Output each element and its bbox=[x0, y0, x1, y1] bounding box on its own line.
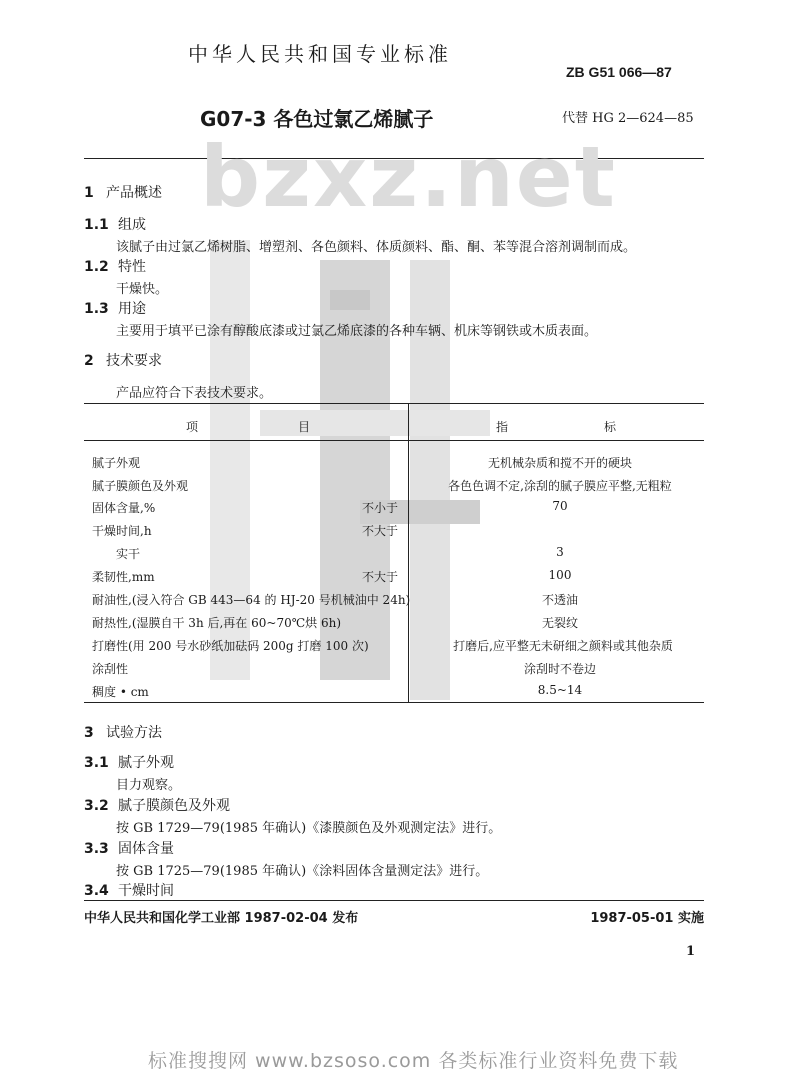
table-row-label: 固体含量,% bbox=[92, 501, 156, 515]
table-row-label: 耐油性,(浸入符合 GB 443—64 的 HJ-20 号机械油中 24h) bbox=[92, 593, 411, 607]
subsection-1-1-text: 该腻子由过氯乙烯树脂、增塑剂、各色颜料、体质颜料、酯、酮、苯等混合溶剂调制而成。 bbox=[116, 240, 637, 255]
subsection-3-4-heading: 3.4 干燥时间 bbox=[84, 883, 174, 899]
table-row-label: 腻子外观 bbox=[92, 456, 141, 470]
table-column-divider bbox=[408, 403, 409, 702]
footer-divider bbox=[84, 900, 704, 901]
table-row-value: 打磨后,应平整无未研细之颜料或其他杂质 bbox=[453, 639, 673, 653]
page-number: 1 bbox=[686, 944, 696, 959]
subsection-3-1-heading: 3.1 腻子外观 bbox=[84, 755, 174, 771]
subsection-1-3-text: 主要用于填平已涂有醇酸底漆或过氯乙烯底漆的各种车辆、机床等钢铁或木质表面。 bbox=[116, 324, 598, 339]
subsection-1-2-text: 干燥快。 bbox=[116, 282, 169, 297]
table-header-item-1: 项 bbox=[186, 420, 199, 434]
subsection-3-2-text: 按 GB 1729—79(1985 年确认)《漆膜颜色及外观测定法》进行。 bbox=[116, 821, 502, 836]
table-row-condition: 不小于 bbox=[362, 501, 399, 515]
table-row-label: 涂刮性 bbox=[92, 662, 129, 676]
table-row-value: 100 bbox=[548, 568, 572, 582]
subsection-1-2-heading: 1.2 特性 bbox=[84, 259, 146, 275]
standard-number: ZB G51 066—87 bbox=[566, 64, 672, 80]
subsection-1-1-heading: 1.1 组成 bbox=[84, 217, 146, 233]
subsection-3-2-heading: 3.2 腻子膜颜色及外观 bbox=[84, 798, 230, 814]
site-footer-banner: 标准搜搜网 www.bzsoso.com 各类标准行业资料免费下载 bbox=[148, 1050, 679, 1072]
table-row-value: 各色色调不定,涂刮的腻子膜应平整,无粗粒 bbox=[448, 479, 672, 493]
effective-date: 1987-05-01 实施 bbox=[590, 911, 704, 926]
table-row-value: 涂刮时不卷边 bbox=[523, 662, 596, 676]
table-header-index-2: 标 bbox=[604, 420, 617, 434]
section-3-heading: 3 试验方法 bbox=[84, 725, 162, 741]
document-title: G07-3 各色过氯乙烯腻子 bbox=[200, 107, 434, 131]
table-row-label: 实干 bbox=[116, 547, 141, 561]
table-row-value: 无机械杂质和搅不开的硬块 bbox=[487, 456, 632, 470]
table-row-label: 柔韧性,mm bbox=[92, 570, 155, 584]
table-row-label: 干燥时间,h bbox=[92, 524, 152, 538]
table-header-index-1: 指 bbox=[496, 420, 509, 434]
section-2-heading: 2 技术要求 bbox=[84, 353, 162, 369]
issuer-line: 中华人民共和国化学工业部 1987-02-04 发布 bbox=[84, 911, 359, 926]
subsection-3-1-text: 目力观察。 bbox=[116, 778, 182, 793]
replaces-standard: 代替 HG 2—624—85 bbox=[562, 111, 694, 126]
section-1-heading: 1 产品概述 bbox=[84, 185, 162, 201]
table-row-value: 8.5~14 bbox=[537, 683, 583, 697]
table-top-rule bbox=[84, 403, 704, 404]
table-row-value: 70 bbox=[552, 499, 568, 513]
standard-category-title: 中华人民共和国专业标准 bbox=[188, 42, 452, 66]
table-row-label: 稠度 • cm bbox=[92, 685, 149, 699]
subsection-1-3-heading: 1.3 用途 bbox=[84, 301, 146, 317]
table-row-condition: 不大于 bbox=[362, 570, 399, 584]
table-row-condition: 不大于 bbox=[362, 524, 399, 538]
table-row-label: 耐热性,(湿膜自干 3h 后,再在 60~70℃烘 6h) bbox=[92, 616, 341, 630]
watermark-text: bzxz.net bbox=[200, 128, 617, 226]
subsection-3-3-heading: 3.3 固体含量 bbox=[84, 841, 174, 857]
table-row-value: 不透油 bbox=[541, 593, 578, 607]
table-header-rule bbox=[84, 440, 704, 441]
table-row-value: 3 bbox=[556, 545, 564, 559]
section-2-intro: 产品应符合下表技术要求。 bbox=[116, 386, 273, 401]
table-row-value: 无裂纹 bbox=[541, 616, 578, 630]
table-row-label: 腻子膜颜色及外观 bbox=[92, 479, 189, 493]
table-bottom-rule bbox=[84, 702, 704, 703]
table-header-item-2: 目 bbox=[298, 420, 311, 434]
table-row-label: 打磨性(用 200 号水砂纸加砝码 200g 打磨 100 次) bbox=[92, 639, 369, 653]
subsection-3-3-text: 按 GB 1725—79(1985 年确认)《涂料固体含量测定法》进行。 bbox=[116, 864, 489, 879]
